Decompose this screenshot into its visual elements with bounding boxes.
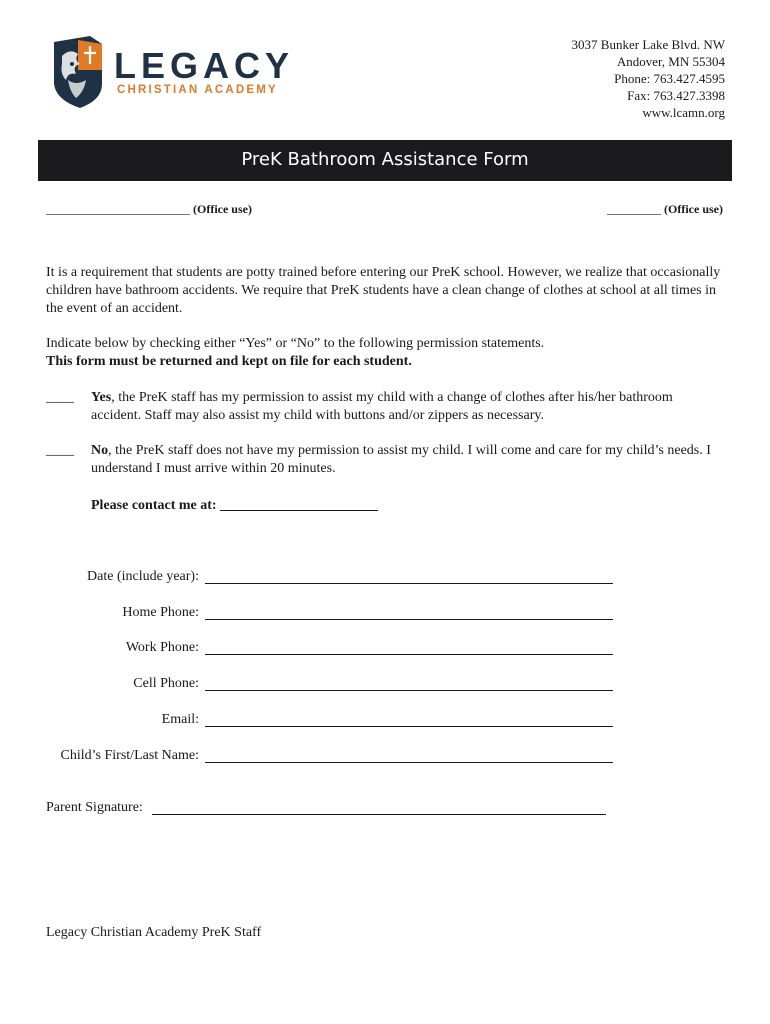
contact-field — [91, 496, 378, 514]
no-statement — [91, 442, 711, 478]
school-logo — [50, 34, 295, 110]
child-name-input-line[interactable] — [205, 762, 613, 763]
email-label: Email: — [161, 712, 199, 727]
logo-wordmark: LEGACY — [114, 45, 295, 86]
intro-paragraph: It is a requirement that students are potty trained before entering our PreK school. However, we realize that occasionally children have bathroom accidents. We require that PreK students have a clean change of clothes at school at all times in the event of an accident. — [46, 265, 721, 316]
office-use-left-label: (Office use) — [190, 202, 252, 216]
yes-text: , the PreK staff has my permission to assist my child with a change of clothes after his/her bathroom accident. Staff may also assist my child with buttons and/or zippers as necessary. — [91, 390, 673, 423]
cell-phone-field — [30, 676, 730, 696]
cell-phone-label: Cell Phone: — [133, 676, 199, 691]
logo-subtitle: CHRISTIAN ACADEMY — [117, 84, 278, 96]
parent-signature-field — [46, 800, 143, 816]
work-phone-input-line[interactable] — [205, 654, 613, 655]
child-name-field — [30, 748, 730, 768]
date-label: Date (include year): — [87, 569, 199, 584]
lion-head-cross-icon — [50, 34, 106, 110]
home-phone-label: Home Phone: — [122, 605, 199, 620]
parent-signature-input-line[interactable] — [152, 814, 606, 815]
email-input-line[interactable] — [205, 726, 613, 727]
footer-text: Legacy Christian Academy PreK Staff — [46, 925, 262, 940]
child-name-label: Child’s First/Last Name: — [60, 748, 199, 763]
instruction-text: Indicate below by checking either “Yes” or “No” to the following permission statements. — [46, 336, 545, 351]
work-phone-field — [30, 640, 730, 660]
address-city: Andover, MN 55304 — [616, 54, 725, 69]
form-title: PreK Bathroom Assistance Form — [38, 140, 732, 181]
instruction-bold-text: This form must be returned and kept on file for each student. — [46, 354, 412, 369]
address-website: www.lcamn.org — [642, 105, 725, 120]
contact-label: Please contact me at: — [91, 498, 217, 513]
office-use-left-blank[interactable]: ________________________ — [46, 202, 190, 216]
address-phone: Phone: 763.427.4595 — [614, 71, 725, 86]
address-fax: Fax: 763.427.3398 — [627, 88, 725, 103]
yes-word: Yes — [91, 390, 112, 405]
parent-signature-label: Parent Signature: — [46, 800, 143, 815]
home-phone-field — [30, 605, 730, 625]
contact-input-line[interactable] — [220, 496, 378, 511]
cell-phone-input-line[interactable] — [205, 690, 613, 691]
work-phone-label: Work Phone: — [125, 640, 199, 655]
school-address — [572, 36, 725, 121]
home-phone-input-line[interactable] — [205, 619, 613, 620]
office-use-right-blank[interactable]: _________ — [607, 202, 662, 216]
address-street: 3037 Bunker Lake Blvd. NW — [571, 37, 725, 52]
date-field — [30, 569, 730, 589]
office-use-right-label: (Office use) — [661, 202, 723, 216]
no-word: No — [91, 443, 109, 458]
date-input-line[interactable] — [205, 583, 613, 584]
email-field — [30, 712, 730, 732]
no-check-blank[interactable]: ____ — [46, 443, 74, 458]
office-use-right — [607, 202, 723, 217]
yes-statement — [91, 389, 711, 425]
instruction-paragraph — [46, 335, 726, 371]
office-use-left — [46, 202, 252, 217]
no-text: , the PreK staff does not have my permission to assist my child. I will come and care for my child’s needs. I understand I must arrive within 20 minutes. — [91, 443, 711, 476]
yes-check-blank[interactable]: ____ — [46, 390, 74, 405]
